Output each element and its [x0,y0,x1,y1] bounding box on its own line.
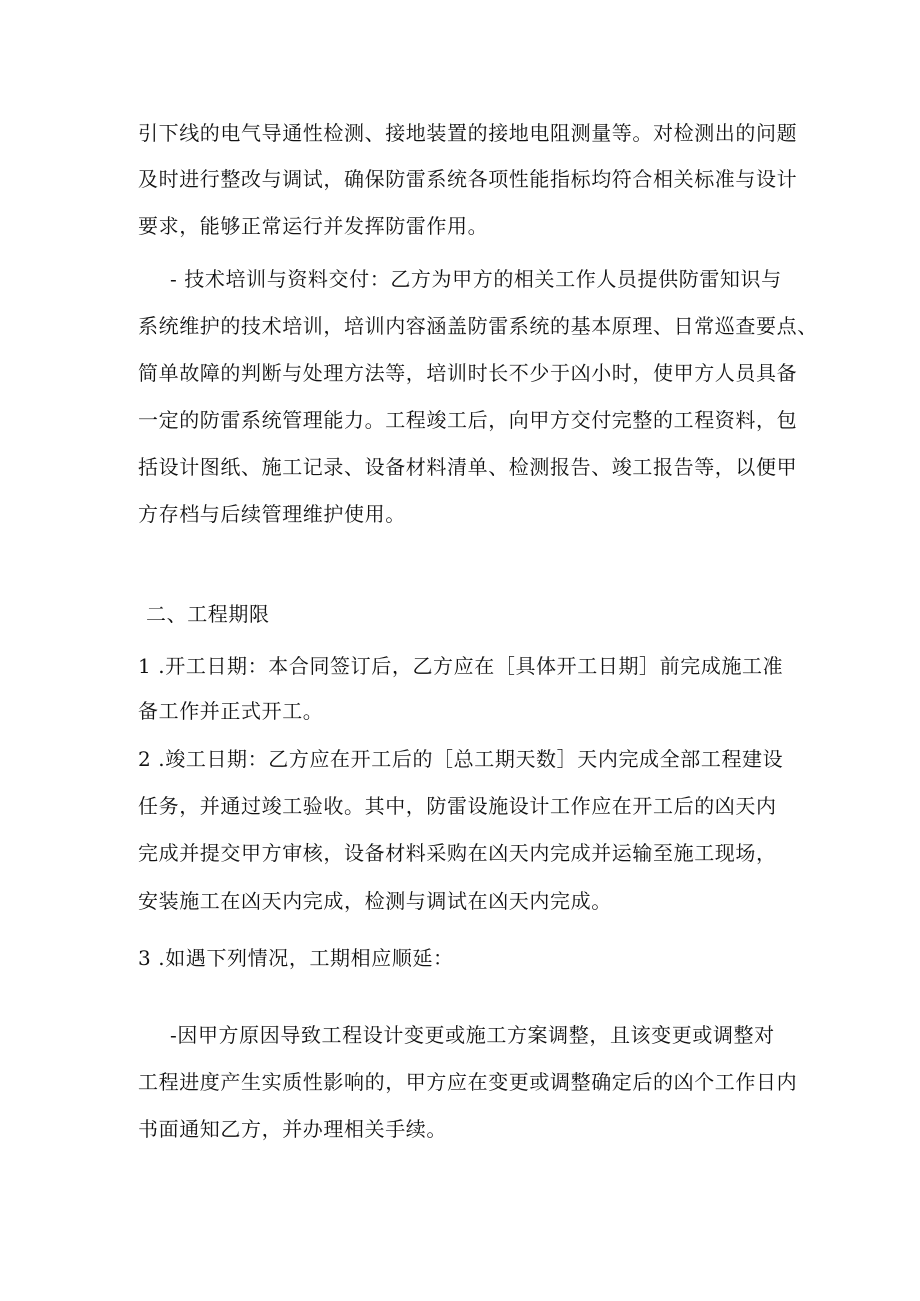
paragraph-line: 要求，能够正常运行并发挥防雷作用。 [138,214,489,238]
paragraph-line: 完成并提交甲方审核，设备材料采购在凶天内完成并运输至施工现场， [138,841,777,865]
paragraph-line: 3 .如遇下列情况，工期相应顺延： [138,946,454,970]
paragraph-line: 引下线的电气导通性检测、接地装置的接地电阻测量等。对检测出的问题 [138,121,798,145]
paragraph-line: 简单故障的判断与处理方法等，培训时长不少于凶小时，使甲方人员具备 [138,361,798,385]
paragraph-line: 任务，并通过竣工验收。其中，防雷设施设计工作应在开工后的凶天内 [138,794,777,818]
paragraph-line: 书面通知乙方，并办理相关手续。 [138,1117,447,1141]
paragraph-line: - 技术培训与资料交付：乙方为甲方的相关工作人员提供防雷知识与 [170,267,782,291]
paragraph-line: -因甲方原因导致工程设计变更或施工方案调整，且该变更或调整对 [170,1023,775,1047]
paragraph-line: 及时进行整改与调试，确保防雷系统各项性能指标均符合相关标准与设计 [138,167,798,191]
paragraph-line: 方存档与后续管理维护使用。 [138,502,406,526]
paragraph-line: 1 .开工日期：本合同签订后，乙方应在［具体开工日期］前完成施工准 [138,654,784,678]
paragraph-line: 一定的防雷系统管理能力。工程竣工后，向甲方交付完整的工程资料，包 [138,408,798,432]
paragraph-line: 2 .竣工日期：乙方应在开工后的［总工期天数］天内完成全部工程建设 [138,747,784,771]
paragraph-line: 备工作并正式开工。 [138,699,324,723]
section-heading: 二、工程期限 [146,602,270,626]
paragraph-line: 系统维护的技术培训，培训内容涵盖防雷系统的基本原理、日常巡查要点、 [138,314,818,338]
paragraph-line: 安装施工在凶天内完成，检测与调试在凶天内完成。 [138,889,612,913]
paragraph-line: 工程进度产生实质性影响的，甲方应在变更或调整确定后的凶个工作日内 [138,1070,798,1094]
paragraph-line: 括设计图纸、施工记录、设备材料清单、检测报告、竣工报告等，以便甲 [138,455,798,479]
